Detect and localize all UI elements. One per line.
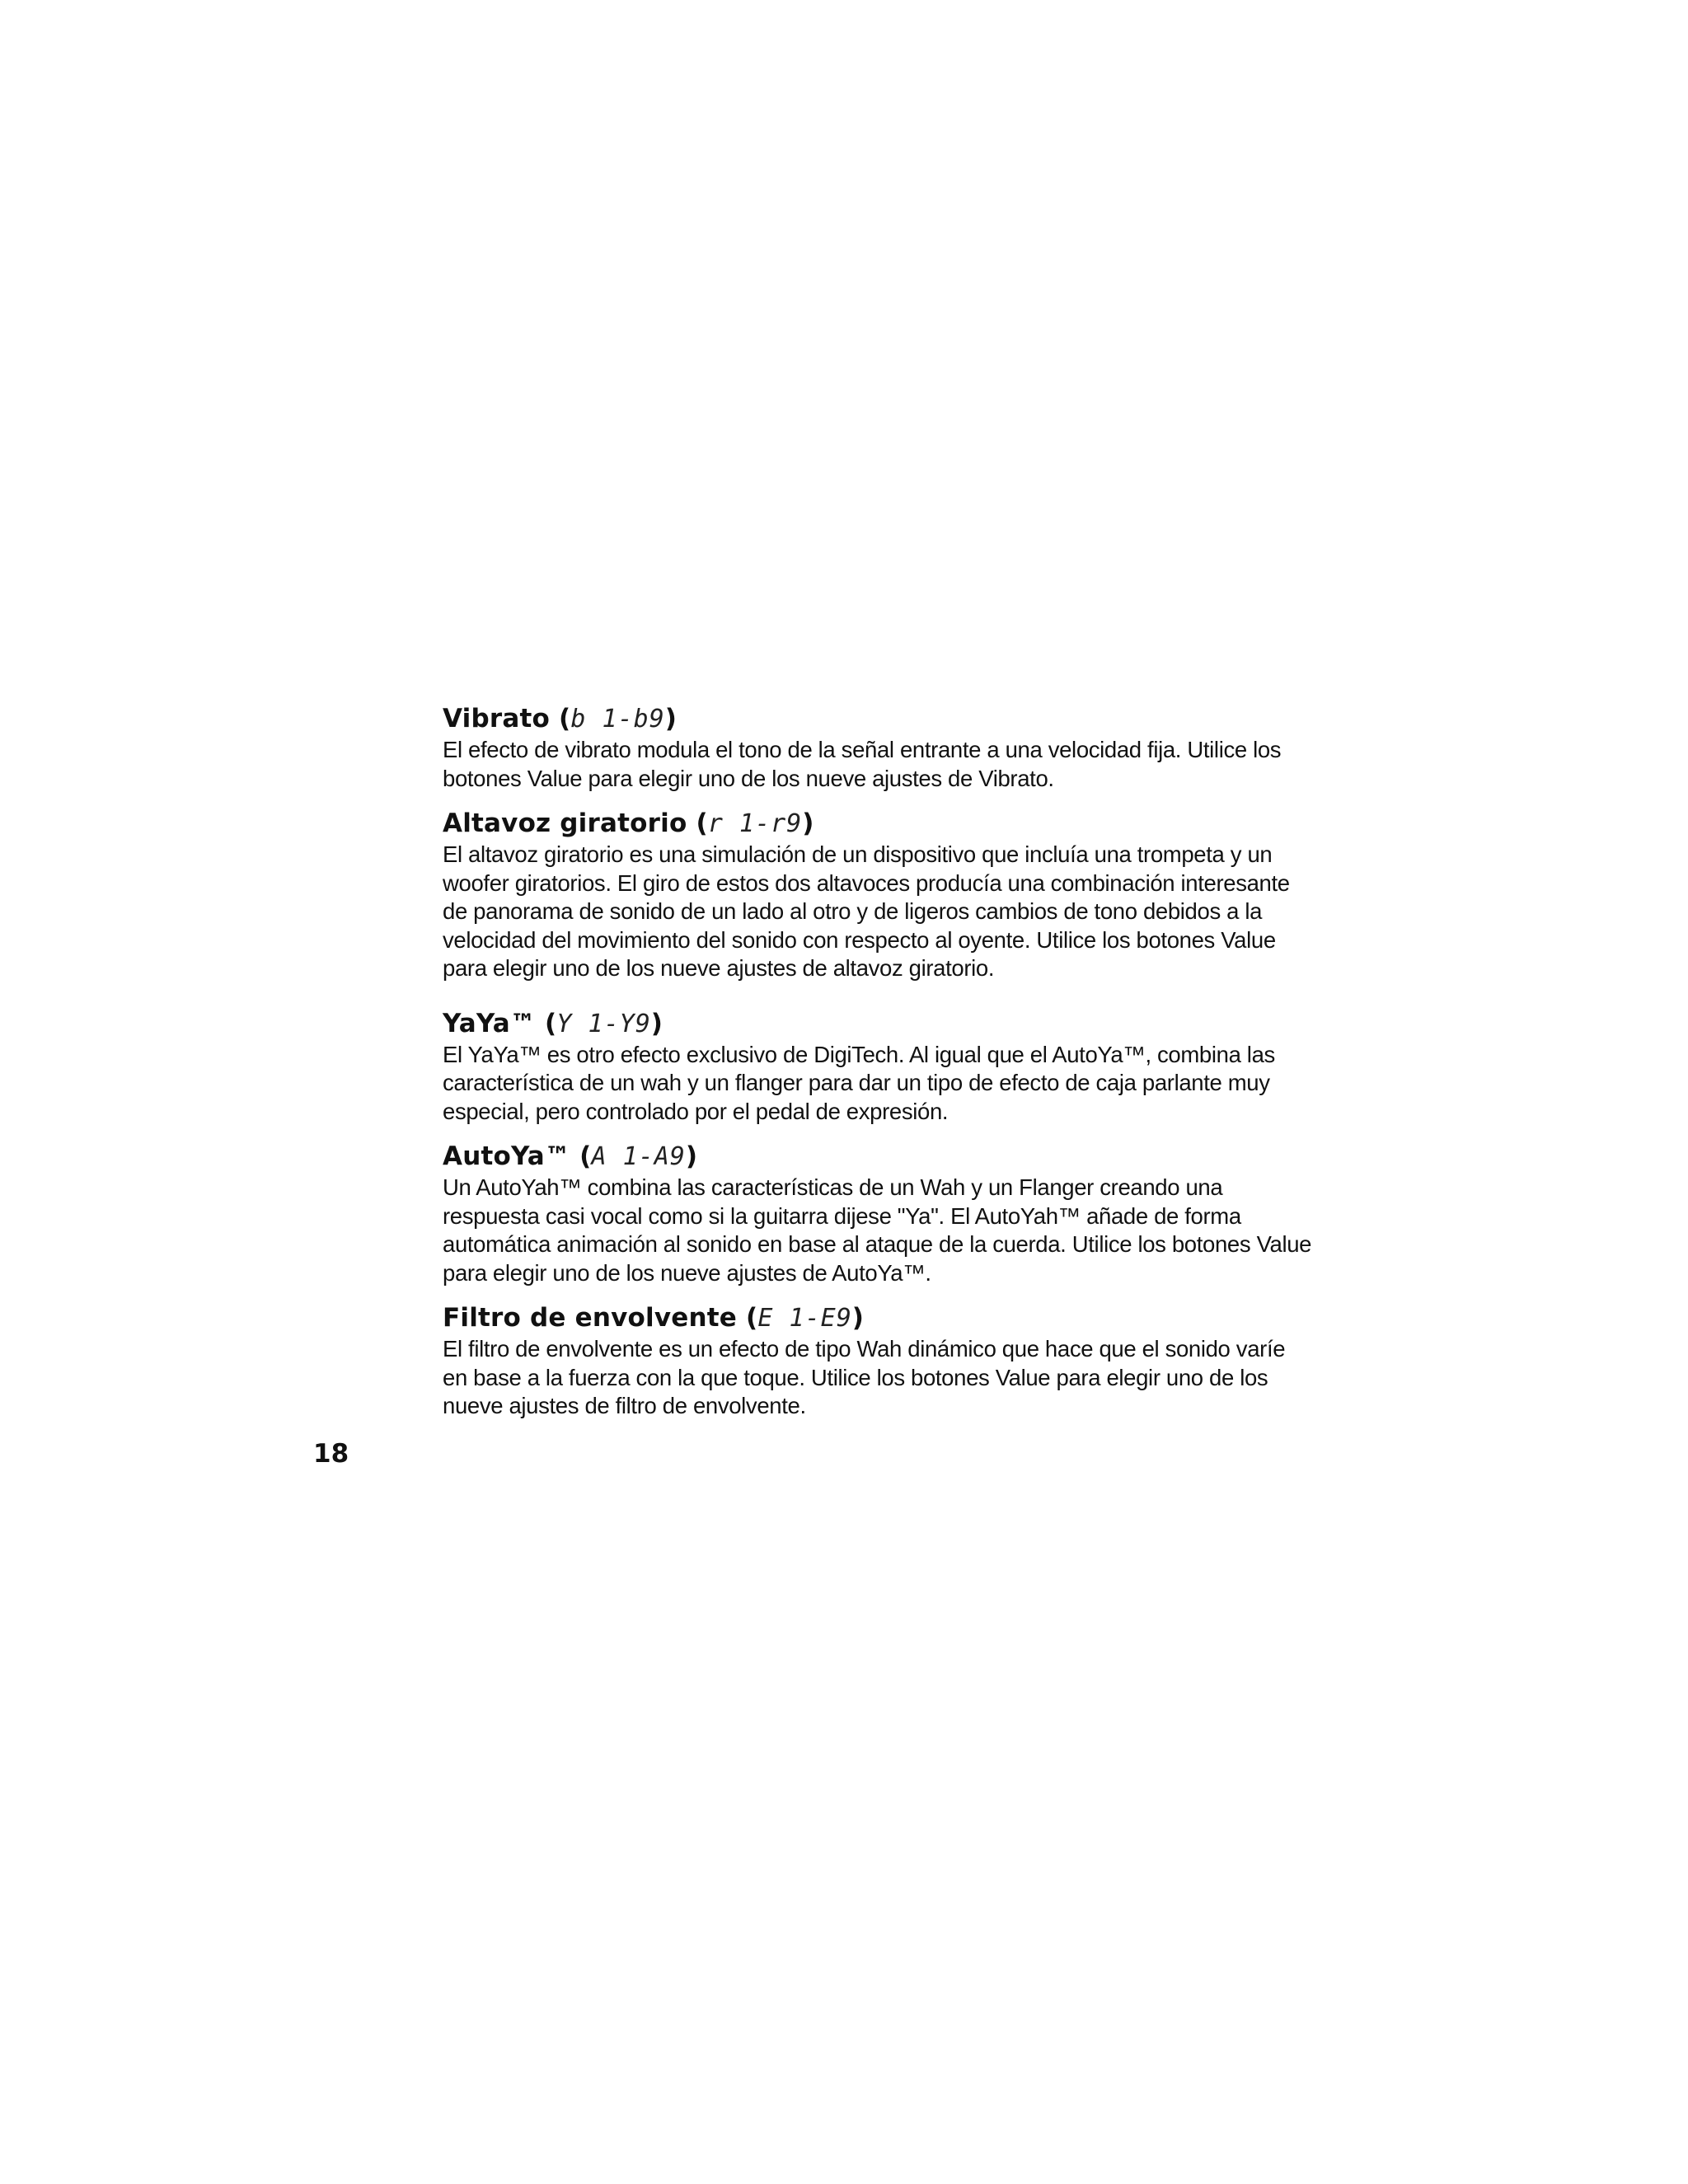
section-body bbox=[443, 1335, 1329, 1421]
body-line: para elegir uno de los nueve ajustes de AutoYa™. bbox=[443, 1259, 931, 1286]
display-code: A 1-A9 bbox=[591, 1142, 686, 1171]
section-autoya bbox=[443, 1140, 1329, 1287]
body-line: de panorama de sonido de un lado al otro y de ligeros cambios de tono debidos a la bbox=[443, 898, 1263, 924]
section-body bbox=[443, 736, 1329, 793]
display-code: r 1-r9 bbox=[707, 809, 803, 838]
body-line: El altavoz giratorio es una simulación de un dispositivo que incluía una trompeta y un bbox=[443, 841, 1273, 867]
section-vibrato bbox=[443, 702, 1329, 793]
body-line: especial, pero controlado por el pedal de expresión. bbox=[443, 1098, 949, 1124]
body-line: característica de un wah y un flanger para dar un tipo de efecto de caja parlante muy bbox=[443, 1070, 1270, 1095]
body-line: woofer giratorios. El giro de estos dos altavoces producía una combinación interesante bbox=[443, 869, 1290, 896]
body-line: velocidad del movimiento del sonido con respecto al oyente. Utilice los botones Value bbox=[443, 926, 1276, 953]
display-code: b 1-b9 bbox=[570, 705, 665, 733]
section-envelope-filter bbox=[443, 1301, 1329, 1421]
section-title: Altavoz giratorio bbox=[443, 808, 687, 838]
body-line: para elegir uno de los nueve ajustes de altavoz giratorio. bbox=[443, 955, 995, 981]
section-title: AutoYa™ bbox=[443, 1141, 571, 1171]
section-heading: Vibrato (b 1-b9) bbox=[443, 704, 678, 733]
section-body bbox=[443, 1174, 1329, 1287]
document-content bbox=[443, 702, 1329, 1421]
body-line: nueve ajustes de filtro de envolvente. bbox=[443, 1393, 806, 1418]
section-heading: YaYa™ (Y 1-Y9) bbox=[443, 1008, 663, 1038]
section-heading: Filtro de envolvente (E 1-E9) bbox=[443, 1303, 865, 1333]
section-rotary-speaker bbox=[443, 807, 1329, 983]
body-line: El efecto de vibrato modula el tono de la señal entrante a una velocidad fija. Utilice los bbox=[443, 737, 1282, 762]
body-line: respuesta casi vocal como si la guitarra dijese "Ya". El AutoYah™ añade de forma bbox=[443, 1202, 1241, 1229]
section-heading: AutoYa™ (A 1-A9) bbox=[443, 1141, 698, 1171]
section-body bbox=[443, 1041, 1329, 1127]
section-body bbox=[443, 841, 1329, 983]
body-line: botones Value para elegir uno de los nueve ajustes de Vibrato. bbox=[443, 765, 1054, 791]
page-number: 18 bbox=[313, 1439, 349, 1469]
display-code: E 1-E9 bbox=[757, 1304, 852, 1333]
body-line: El YaYa™ es otro efecto exclusivo de DigiTech. Al igual que el AutoYa™, combina las bbox=[443, 1041, 1275, 1067]
body-line: Un AutoYah™ combina las características de un Wah y un Flanger creando una bbox=[443, 1174, 1223, 1200]
section-title: Filtro de envolvente bbox=[443, 1303, 738, 1333]
display-code: Y 1-Y9 bbox=[556, 1009, 651, 1038]
section-title: Vibrato bbox=[443, 704, 550, 733]
body-line: El filtro de envolvente es un efecto de tipo Wah dinámico que hace que el sonido varíe bbox=[443, 1336, 1286, 1361]
section-title: YaYa™ bbox=[443, 1008, 537, 1038]
section-yaya bbox=[443, 1007, 1329, 1127]
body-line: automática animación al sonido en base al ataque de la cuerda. Utilice los botones Value bbox=[443, 1231, 1312, 1257]
section-heading: Altavoz giratorio (r 1-r9) bbox=[443, 808, 814, 838]
body-line: en base a la fuerza con la que toque. Utilice los botones Value para elegir uno de los bbox=[443, 1364, 1268, 1390]
